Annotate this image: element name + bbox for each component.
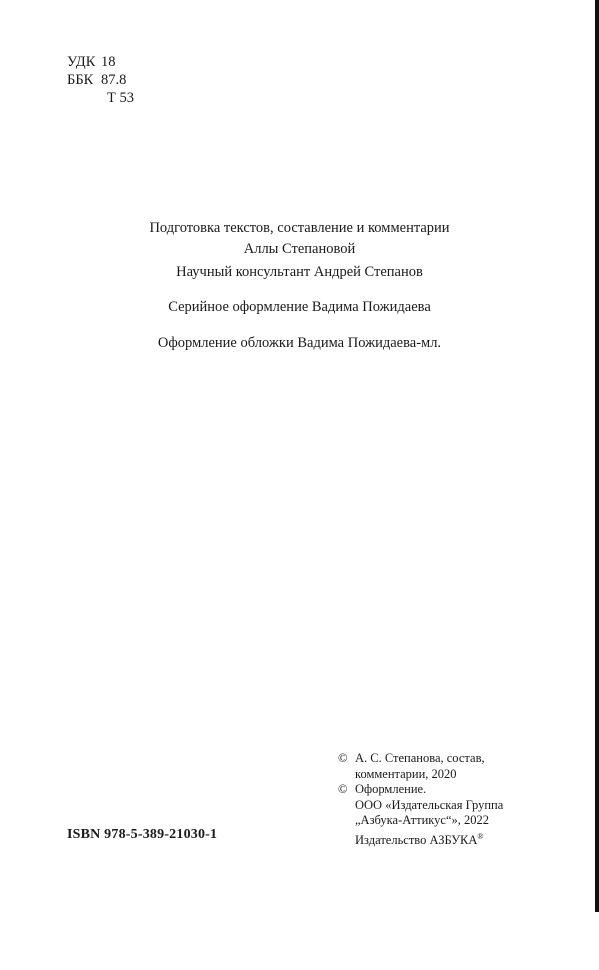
author-mark: Т 53 [107, 90, 134, 106]
credit-consultant: Научный консультант Андрей Степанов [176, 264, 423, 280]
copyright-text: комментарии, 2020 [355, 766, 457, 781]
bbk-row [67, 71, 134, 89]
copyright-text: Оформление. [355, 782, 427, 796]
copyright-symbol: © [338, 782, 348, 796]
copyright-item-2 [338, 782, 503, 798]
credit-series-design: Серийное оформление Вадима Пожидаева [168, 299, 431, 315]
page-edge-bar [595, 0, 599, 912]
copyright-block [338, 751, 503, 848]
registered-mark: ® [477, 831, 484, 841]
copyright-text: ООО «Издательская Группа [355, 797, 504, 812]
udk-value: 18 [101, 54, 116, 70]
bbk-label: ББК [67, 72, 94, 88]
publisher-name: Издательство АЗБУКА [355, 832, 478, 847]
udk-row [67, 53, 134, 71]
credit-editor-line: Подготовка текстов, составление и комментарии [149, 220, 450, 236]
credit-cover-design: Оформление обложки Вадима Пожидаева-мл. [157, 335, 442, 351]
credits-block [0, 218, 599, 354]
author-mark-row [67, 89, 134, 107]
copyright-item-1 [338, 751, 503, 767]
copyright-text: „Азбука-Аттикус“», 2022 [355, 813, 490, 827]
classification-codes [67, 53, 134, 107]
udk-label: УДК [67, 54, 96, 70]
isbn: ISBN 978-5-389-21030-1 [67, 827, 218, 842]
copyright-symbol: © [338, 751, 348, 765]
bbk-value: 87.8 [101, 72, 127, 88]
copyright-publisher [338, 829, 503, 849]
credit-editor-name: Аллы Степановой [243, 241, 356, 257]
page-bottom-margin [0, 912, 599, 970]
copyright-text: А. С. Степанова, состав, [355, 751, 485, 765]
